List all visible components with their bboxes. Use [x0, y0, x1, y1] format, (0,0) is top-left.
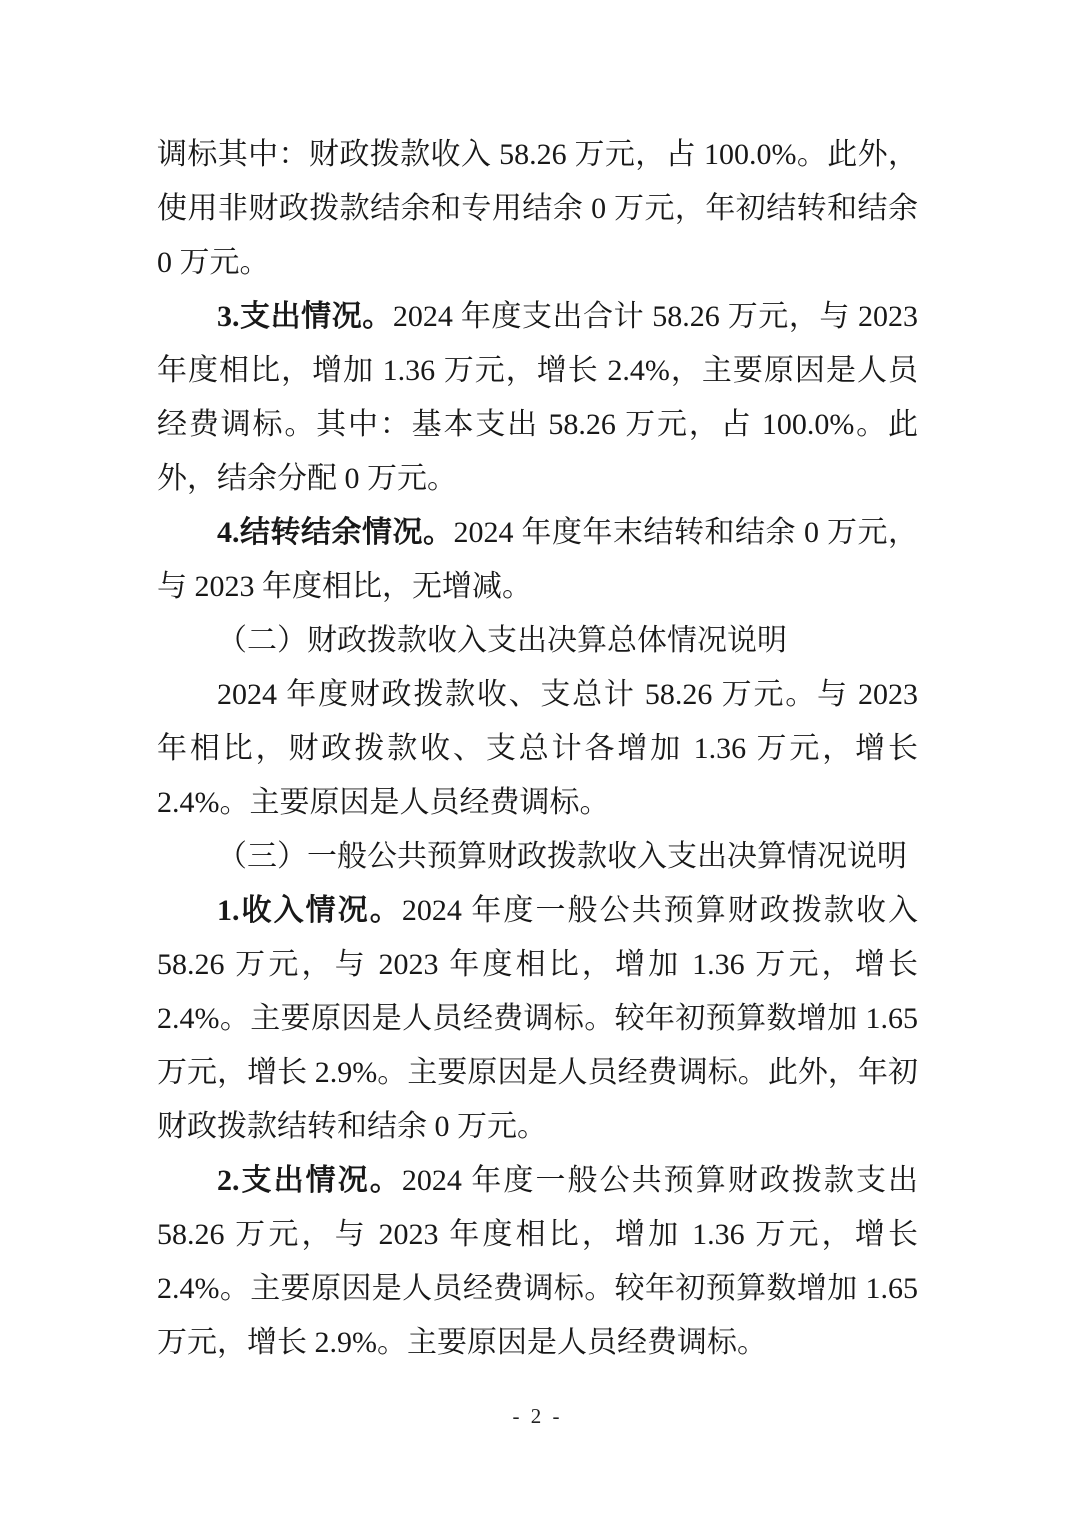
section-heading-general-public-budget: （三）一般公共预算财政拨款收入支出决算情况说明 [217, 840, 907, 873]
paragraph-expenditure-detail-lead: 2.支出情况。 [217, 1164, 402, 1197]
paragraph-fiscal-total: 2024 年度财政拨款收、支总计 58.26 万元。与 2023 年相比，财政拨款收、支总计各增加 1.36 万元，增长 2.4%。主要原因是人员经费调标。 [157, 678, 918, 819]
paragraph-carryforward-balance-text: 2024 年度年末结转和结余 0 万元，与 2023 年度相比，无增减。 [157, 516, 918, 603]
paragraph-income-carryover: 调标其中：财政拨款收入 58.26 万元，占 100.0%。此外，使用非财政拨款结余和专用结余 0 万元，年初结转和结余 0 万元。 [157, 138, 918, 279]
paragraph-expenditure-overview-lead: 3.支出情况。 [217, 300, 393, 333]
paragraph-income-detail-text: 2024 年度一般公共预算财政拨款收入 58.26 万元，与 2023 年度相比，增加 1.36 万元，增长 2.4%。主要原因是人员经费调标。较年初预算数增加 1.65 万元，增长 2.9%。主要原因是人员经费调标。此外，年初财政拨款结转和结余 0 万元。 [157, 894, 919, 1143]
paragraph-expenditure-overview [157, 290, 918, 506]
page-number: - 2 - [512, 1404, 563, 1428]
document-body [157, 128, 918, 1370]
paragraph-expenditure-detail [157, 1154, 918, 1370]
paragraph-income-detail [157, 884, 918, 1154]
paragraph-carryforward-balance [157, 506, 918, 614]
section-heading-fiscal-appropriation-overview: （二）财政拨款收入支出决算总体情况说明 [217, 624, 787, 657]
paragraph-expenditure-overview-text: 2024 年度支出合计 58.26 万元，与 2023 年度相比，增加 1.36 万元，增长 2.4%，主要原因是人员经费调标。其中：基本支出 58.26 万元，占 100.0%。此外，结余分配 0 万元。 [157, 300, 919, 495]
paragraph-carryforward-balance-lead: 4.结转结余情况。 [217, 516, 454, 549]
paragraph-income-detail-lead: 1.收入情况。 [217, 894, 402, 927]
paragraph-expenditure-detail-text: 2024 年度一般公共预算财政拨款支出 58.26 万元，与 2023 年度相比，增加 1.36 万元，增长 2.4%。主要原因是人员经费调标。较年初预算数增加 1.65 万元，增长 2.9%。主要原因是人员经费调标。 [157, 1164, 919, 1359]
